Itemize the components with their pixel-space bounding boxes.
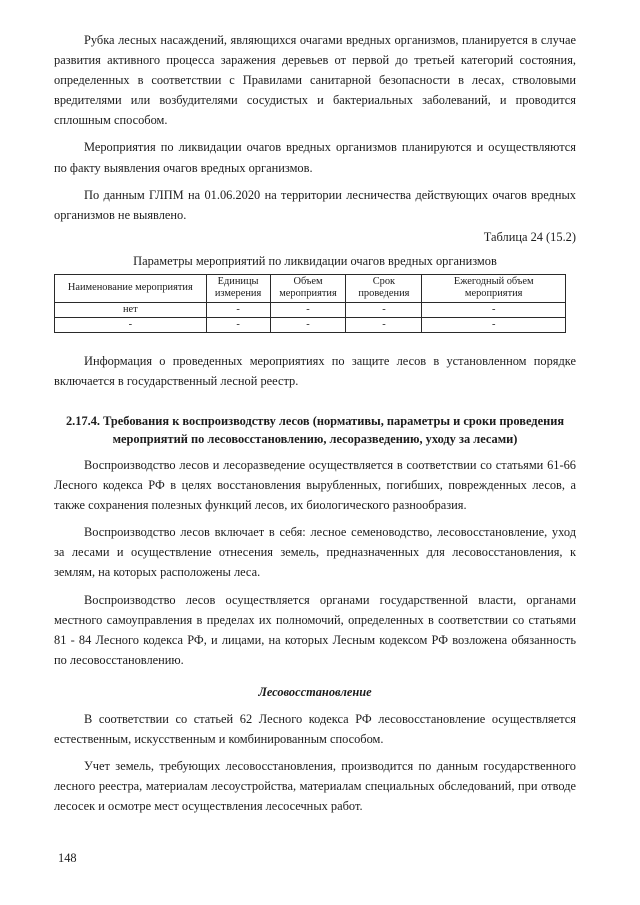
table-number: Таблица 24 (15.2) xyxy=(483,229,576,244)
paragraph-felling: Рубка лесных насаждений, являющихся очагами вредных организмов, планируется в случае развития активного процесса заражения деревьев от первой до третьей категорий состояния, определенных в соответствии с Правилами санитарной безопасности в лесах, стволовыми вредителями или возбудителями сосудистых и бактериальных заболеваний, и проводится сплошным способом. xyxy=(54,33,576,128)
table-row xyxy=(55,302,566,317)
table-cell: - xyxy=(346,317,422,332)
paragraph-reforestation-methods: В соответствии со статьей 62 Лесного кодекса РФ лесовосстановление осуществляется естественным, искусственным и комбинированным способом. xyxy=(54,712,576,747)
table-row xyxy=(55,317,566,332)
table-cell: - xyxy=(422,317,566,332)
paragraph-registry-info: Информация о проведенных мероприятиях по защите лесов в установленном порядке включается в государственный лесной реестр. xyxy=(54,354,576,389)
table-header-cell: Единицы измерения xyxy=(206,275,270,303)
paragraph-reproduction-authorities: Воспроизводство лесов осуществляется органами государственной власти, органами местного самоуправления в пределах их полномочий, определенных в соответствии со статьями 81 - 84 Лесного кодекса РФ, и лицами, на которых Лесным кодексом РФ возложена обязанность по лесовосстановлению. xyxy=(54,592,576,667)
table-cell: - xyxy=(206,317,270,332)
table-header-row xyxy=(55,275,566,303)
table-cell: - xyxy=(422,302,566,317)
table-caption: Параметры мероприятий по ликвидации очагов вредных организмов xyxy=(133,253,497,268)
document-page xyxy=(54,30,576,817)
subsection-title: Лесовосстановление xyxy=(258,684,372,699)
table-header-cell: Ежегодный объем мероприятия xyxy=(422,275,566,303)
parameters-table xyxy=(54,274,566,333)
paragraph-reproduction-law: Воспроизводство лесов и лесоразведение осуществляется в соответствии со статьями 61-66 Лесного кодекса РФ в целях восстановления вырубленных, погибших, поврежденных лесов, а также сохранения полезных функций лесов, их биологического разнообразия. xyxy=(54,458,576,513)
paragraph-measures: Мероприятия по ликвидации очагов вредных организмов планируются и осуществляются по факту выявления очагов вредных организмов. xyxy=(54,140,576,175)
paragraph-reproduction-includes: Воспроизводство лесов включает в себя: лесное семеноводство, лесовосстановление, уход за лесами и осуществление отнесения земель, предназначенных для лесовосстановления, к землям, на которых расположены леса. xyxy=(54,525,576,580)
paragraph-glpm-data: По данным ГЛПМ на 01.06.2020 на территории лесничества действующих очагов вредных организмов не выявлено. xyxy=(54,187,576,222)
table-cell: - xyxy=(270,317,346,332)
table-cell: - xyxy=(55,317,207,332)
paragraph-land-accounting: Учет земель, требующих лесовосстановления, производится по данным государственного лесного реестра, материалам лесоустройства, материалам специальных обследований, при отводе лесосек и осмотре мест осуществления лесосечных работ. xyxy=(54,759,576,814)
table-header-cell: Объем мероприятия xyxy=(270,275,346,303)
table-cell: нет xyxy=(55,302,207,317)
section-title: 2.17.4. Требования к воспроизводству лесов (нормативы, параметры и сроки проведения мероприятий по лесовосстановлению, лесоразведению, уходу за лесами) xyxy=(65,414,565,446)
table-cell: - xyxy=(346,302,422,317)
table-cell: - xyxy=(206,302,270,317)
page-number: 148 xyxy=(58,851,77,865)
table-cell: - xyxy=(270,302,346,317)
table-header-cell: Наименование мероприятия xyxy=(55,275,207,303)
table-header-cell: Срок проведения xyxy=(346,275,422,303)
